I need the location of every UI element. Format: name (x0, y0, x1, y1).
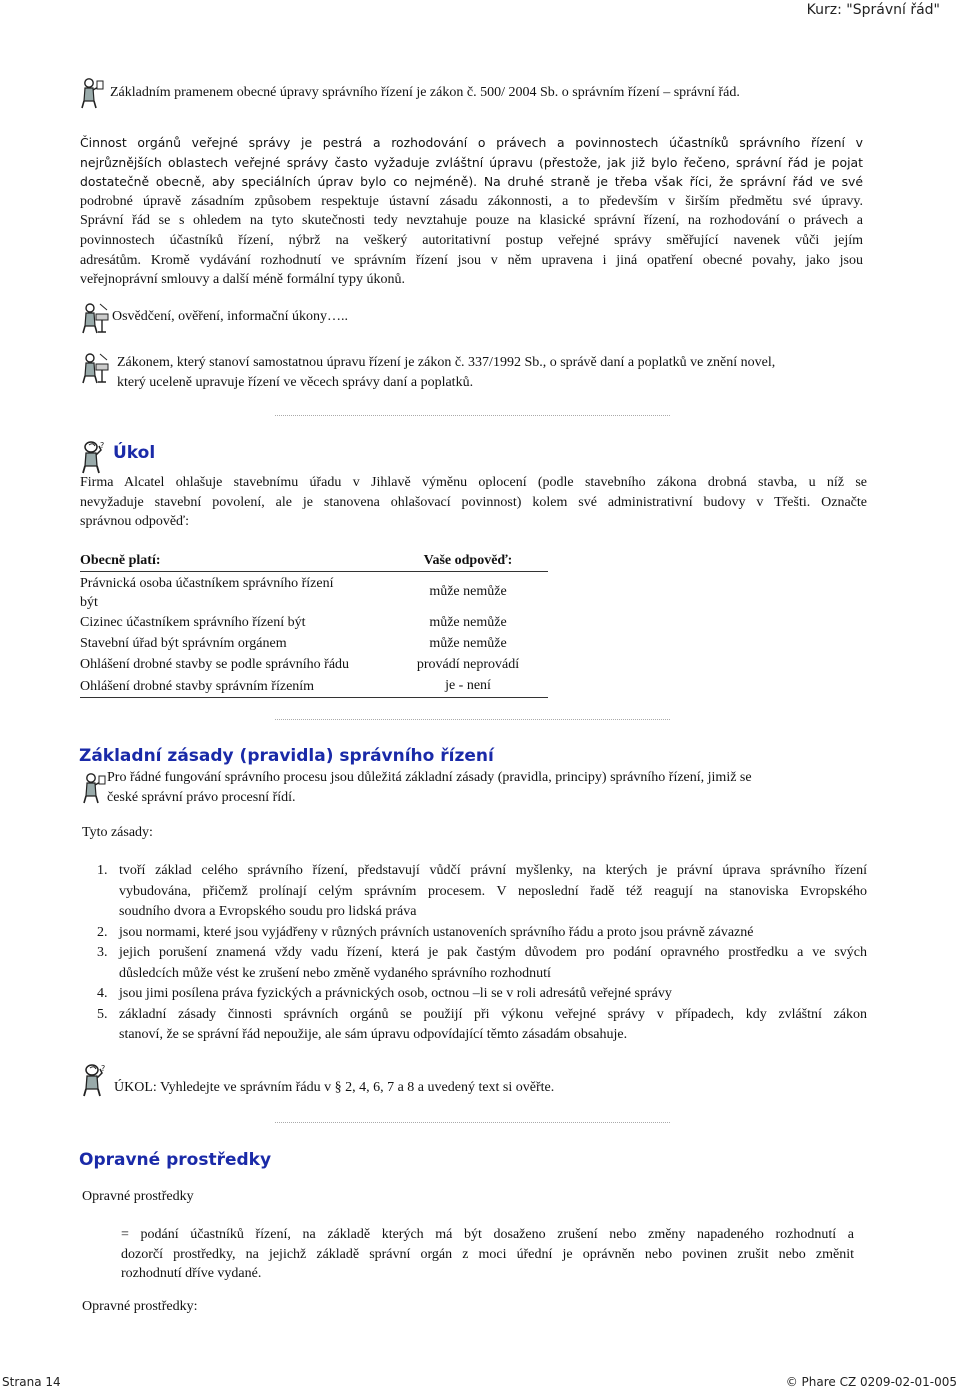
remedies-heading: Opravné prostředky (79, 1150, 272, 1170)
task-heading: Úkol (113, 443, 156, 463)
list-line: soudního dvora a Evropského soudu pro lidská práva (119, 904, 417, 919)
table-cell-statement (80, 675, 388, 698)
answer-choice[interactable]: může nemůže (429, 614, 507, 630)
principles-heading: Základní zásady (pravidla) správního řízení (79, 746, 494, 766)
lectern-figure-icon (80, 302, 110, 334)
remedies-subheading: Opravné prostředky (82, 1189, 194, 1204)
exercise-text: ÚKOL: Vyhledejte ve správním řádu v § 2, 4, 6, 7 a 8 a uvedený text si ověřte. (114, 1080, 555, 1095)
remedies-list-label: Opravné prostředky: (82, 1299, 198, 1314)
definition-line: = podání účastníků řízení, na základě kterých má být dosaženo zrušení nebo změny napadeného rozhodnutí a (121, 1227, 854, 1242)
statement-line: Stavební úřad být správním orgánem (80, 636, 287, 651)
intro-line: veřejnoprávní smlouvy a další méně formální typy úkonů. (80, 272, 406, 288)
statement-line: Ohlášení drobné stavby správním řízením (80, 678, 315, 694)
definition-line: rozhodnutí dříve vydané. (121, 1266, 262, 1281)
list-number: 1. (97, 863, 108, 878)
table-cell-statement (80, 654, 388, 675)
answer-choice[interactable]: může nemůže (429, 584, 507, 599)
list-number: 4. (97, 986, 108, 1001)
table-cell-statement (80, 572, 388, 613)
document-code: © Phare CZ 0209-02-01-005 (785, 1375, 957, 1389)
list-number: 5. (97, 1006, 108, 1022)
dotted-separator (275, 415, 670, 416)
principles-intro (107, 768, 752, 808)
intro-paragraph (80, 133, 863, 290)
principles-list-label: Tyto zásady: (82, 825, 153, 840)
list-item (97, 943, 867, 984)
list-line: jejich porušení znamená vždy vadu řízení, která je pak častým důvodem pro podání opravného prostředku a ve svých (119, 945, 867, 960)
dotted-separator (275, 719, 670, 720)
definition-line: dozorčí prostředky, na jejichž základě správní orgán z moci úřední je oprávněn nebo povinen zrušit nebo změnit (121, 1246, 854, 1262)
list-item (97, 1005, 867, 1046)
list-line: tvoří základ celého správního řízení, představují vůdčí právní myšlenky, na kterých je právní úprava správního řízení (119, 863, 867, 878)
answer-choice[interactable]: může nemůže (429, 635, 507, 651)
task-text (80, 473, 867, 532)
svg-text:?: ? (100, 441, 105, 450)
table-cell-statement (80, 633, 388, 654)
statement-line: Cizinec účastníkem správního řízení být (80, 615, 306, 630)
dotted-separator (275, 1122, 670, 1123)
thinking-figure-icon (80, 1063, 108, 1097)
list-number: 3. (97, 945, 108, 960)
note-line: Zákonem, který stanoví samostatnou úpravu řízení je zákon č. 337/1992 Sb., o správě daní a poplatků ve znění novel, (117, 355, 776, 370)
table-header-answer: Vaše odpověď: (388, 550, 548, 572)
statement-line: Právnická osoba účastníkem správního řízení (80, 576, 334, 591)
list-number: 2. (97, 924, 108, 940)
list-item (97, 923, 867, 944)
answer-choice[interactable]: provádí neprovádí (416, 656, 520, 672)
list-line: základní zásady činnosti správních orgánů se použijí při výkonu veřejné správy v případech, kdy zvláštní zákon (119, 1006, 867, 1022)
statement-line: být (80, 595, 98, 610)
course-title: Kurz: "Správní řád" (806, 2, 940, 18)
intro-line: povinnostech účastníků řízení, nýbrž na veškerý autoritativní postup veřejné správy směřující navenek vůči jejím (80, 232, 863, 248)
intro-line: Činnost orgánů veřejné správy je pestrá a rozhodování o právech a povinnostech účastníků správního řízení v (80, 135, 863, 150)
note-tax-law (117, 353, 775, 392)
intro-lead: Základním pramenem obecné úpravy správního řízení je zákon č. 500/ 2004 Sb. o správním řízení – správní řád. (110, 85, 740, 100)
intro-line: dostatečně obecně, aby speciálních úprav bylo co nejméně). Na druhé straně je třeba však říci, že správní řád ve své (80, 174, 863, 190)
intro-line: podrobné úpravě zásadním způsobem respektuje ústavní zásadu zákonnosti, a to především v širším předmětu své úpravy. (80, 193, 863, 209)
intro-line: Správní řád se s ohledem na tyto skutečnosti tedy nevztahuje pouze na klasické správní řízení, na rozhodování o právech a (80, 213, 863, 229)
table-cell-statement (80, 612, 388, 633)
table-header-general: Obecně platí: (80, 550, 388, 572)
list-item (97, 984, 867, 1005)
thinking-figure-icon (79, 440, 107, 474)
list-line: důsledcích může vést ke zrušení nebo změně vydaného správního rozhodnutí (119, 965, 551, 981)
list-line: jsou jimi posílena práva fyzických a právnických osob, octnou –li se v roli adresátů veřejné správy (119, 986, 672, 1001)
note-services: Osvědčení, ověření, informační úkony….. (112, 309, 348, 324)
list-item (97, 861, 867, 923)
memo-figure-icon (78, 77, 104, 109)
principles-list (97, 861, 867, 1046)
lectern-figure-icon (80, 352, 110, 384)
list-line: stanoví, že se správní řád nepoužije, ale sám úpravu odpovídající těmto zásadám obsahuje. (119, 1027, 628, 1042)
note-line: který uceleně upravuje řízení ve věcech správy daní a poplatků. (117, 374, 474, 390)
task-line: nevyžaduje stavební povolení, ale je stanovena ohlašovací povinnost) kolem své administrativní budovy v Třešti. Označte (80, 494, 867, 510)
page-number: Strana 14 (2, 1375, 61, 1389)
intro-line: adresátům. Kromě vydávání rozhodnutí ve správním řízení jsou v něm upravena i jiná opatření obecné povahy, jako jsou (80, 252, 863, 268)
svg-text:?: ? (101, 1064, 106, 1073)
intro-line: nejrůznějších oblastech veřejné správy často vyžaduje zvláštní úpravu (přestože, jak již bylo řečeno, správní řád je pojat (80, 154, 863, 170)
principles-line: české správní právo procesní řídí. (107, 790, 296, 805)
list-line: vybudována, přičemž prolínají celým správním procesem. V neposlední řadě též reagují na stanoviska Evropského (119, 883, 867, 899)
answer-choice[interactable]: je - není (388, 675, 548, 698)
remedies-definition (121, 1225, 854, 1284)
task-line: Firma Alcatel ohlašuje stavebnímu úřadu v Jihlavě výměnu oplocení (podle stavebního zákona drobná stavba, u níž se (80, 475, 867, 490)
principles-line: Pro řádné fungování správního procesu jsou důležitá základní zásady (pravidla, principy) správního řízení, jimiž se (107, 770, 752, 785)
memo-figure-icon (80, 772, 106, 804)
list-line: jsou normami, které jsou vyjádřeny v různých právních ustanoveních správního řádu a proto jsou právně závazné (119, 924, 754, 940)
statement-line: Ohlášení drobné stavby se podle správního řádu (80, 657, 350, 672)
task-line: správnou odpověď: (80, 514, 189, 529)
answer-table (80, 550, 548, 698)
